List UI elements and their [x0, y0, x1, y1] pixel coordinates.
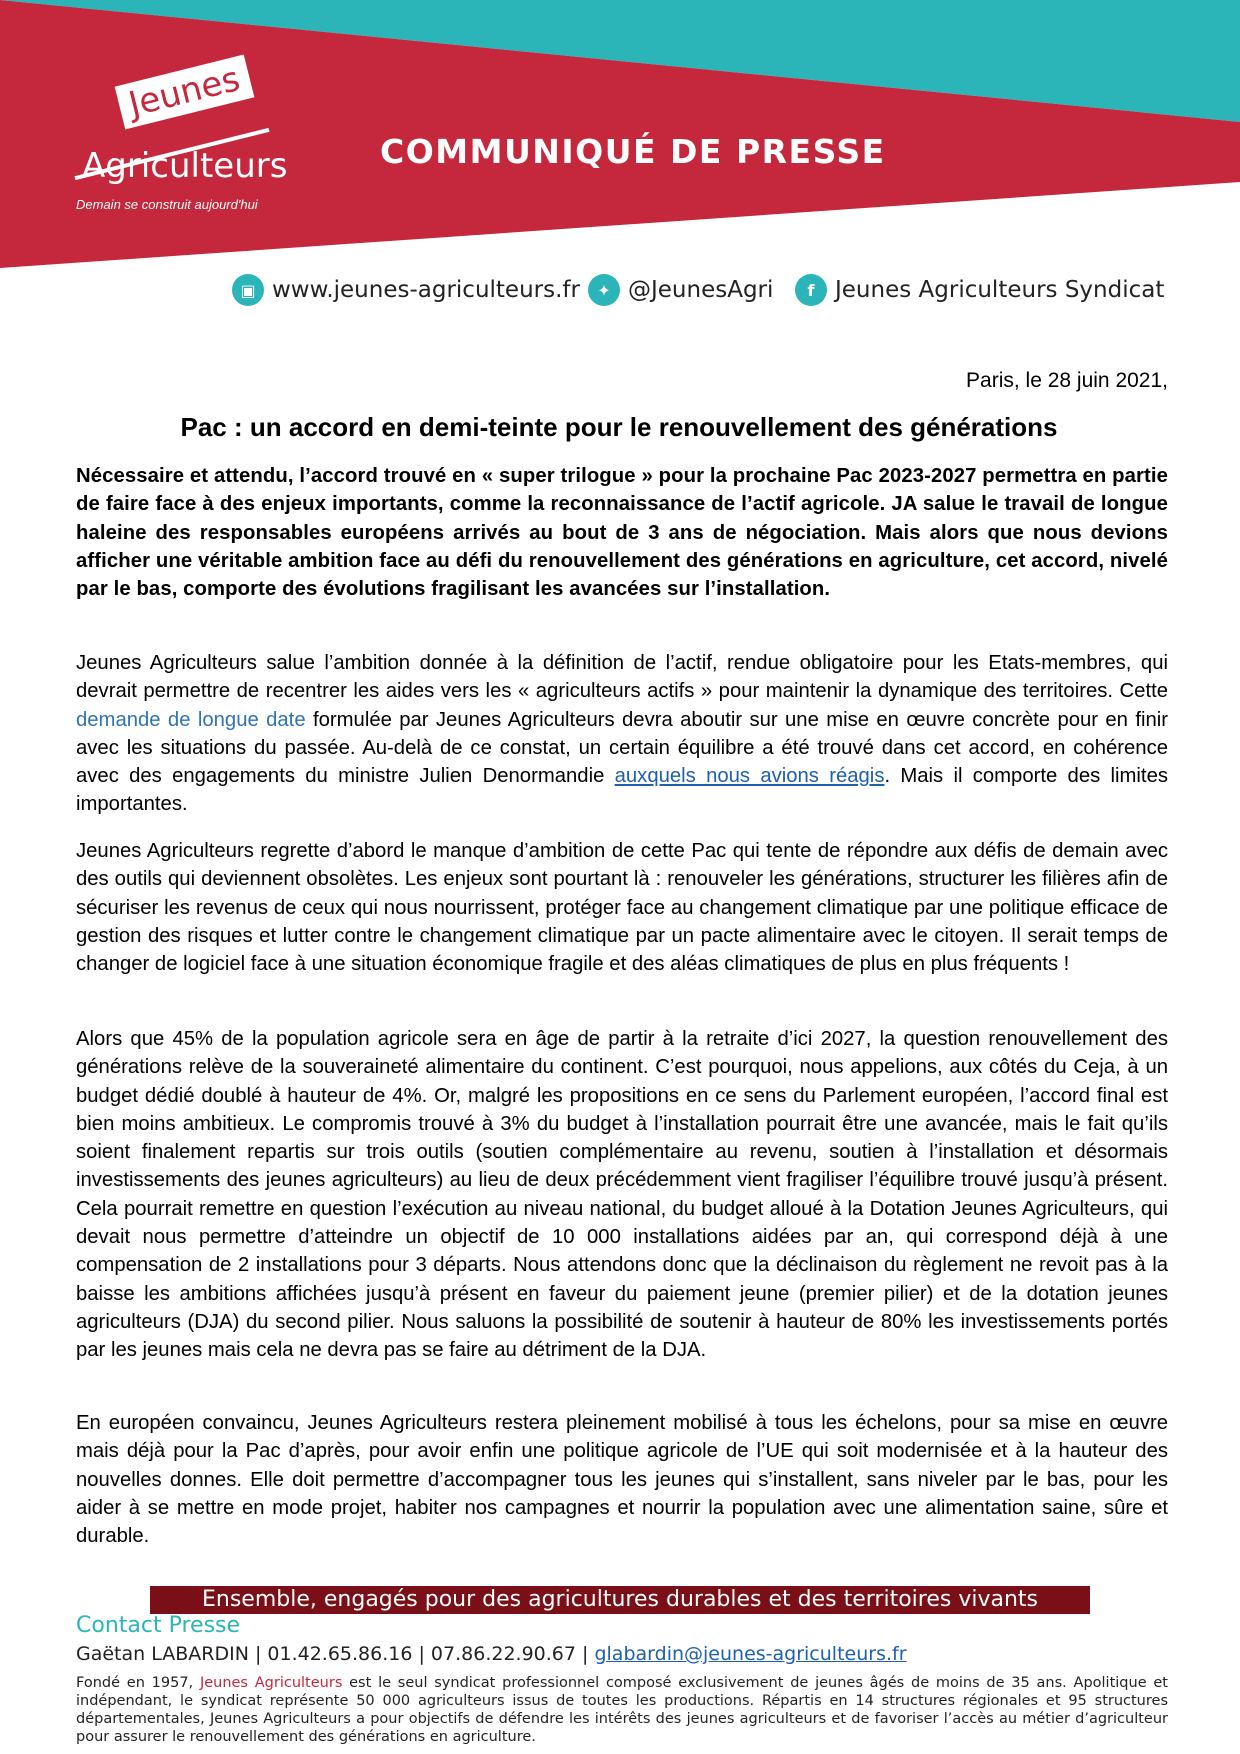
paragraph-1-text-b: formulée par Jeunes Agriculteurs devra aboutir sur une mise en œuvre concrète pour en finir avec les situations du passée. Au-delà de ce constat, un certain équilibre a été trouvé dans cet accord, en cohérence avec des engagements du ministre Julien Denormandie [76, 708, 1168, 788]
facebook-page: Jeunes Agriculteurs Syndicat [835, 277, 1165, 303]
jeunes-agriculteurs-logo[interactable] [70, 50, 290, 240]
logo-word-jeunes: Jeunes [115, 55, 254, 130]
contact-details: Gaëtan LABARDIN | 01.42.65.86.16 | 07.86.22.90.67 | [76, 1643, 595, 1665]
link-demande-longue-date[interactable]: demande de longue date [76, 708, 306, 731]
paragraph-1-text-c: . Mais il comporte des limites importantes. [76, 765, 1168, 816]
logo-tagline: Demain se construit aujourd'hui [76, 197, 258, 212]
document-date: Paris, le 28 juin 2021, [966, 369, 1168, 392]
press-release-title: COMMUNIQUÉ DE PRESSE [380, 132, 886, 171]
document-title: Pac : un accord en demi-teinte pour le renouvellement des générations [180, 412, 1058, 442]
slogan-banner: Ensemble, engagés pour des agricultures durables et des territoires vivants [150, 1586, 1090, 1614]
logo-word-agriculteurs: Agriculteurs [82, 146, 288, 186]
about-text-a: Fondé en 1957, [76, 1675, 200, 1691]
paragraph-3: Alors que 45% de la population agricole sera en âge de partir à la retraite d’ici 2027, la question renouvellement des générations relève de la souveraineté alimentaire du continent. C’est pourquoi, nous appelions, aux côtés du Ceja, à un budget dédié doublé à hauteur de 4%. Or, malgré les propositions en ce sens du Parlement européen, l’accord final est bien moins ambitieux. Le compromis trouvé à 3% du budget à l’installation pourrait être une avancée, mais le fait qu’ils soient finalement repartis sur trois outils (soutien complémentaire au revenu, soutien à l’installation et désormais investissements des jeunes agriculteurs) au lieu de deux précédemment vient fragiliser l’équilibre trouvé jusqu’à présent. Cela pourrait remettre en question l’exécution au niveau national, du budget alloué à la Dotation Jeunes Agriculteurs, qui devait nous permettre d’atteindre un objectif de 10 000 installations aidées par an, qui correspond déjà à une compensation de 2 installations pour 3 départs. Nous attendons donc que la déclinaison du règlement ne revoit pas à la baisse les ambitions affichées jusqu’à présent en faveur du paiement jeune (premier pilier) et de la dotation jeunes agriculteurs (DJA) du second pilier. Nous saluons la possibilité de soutenir à hauteur de 80% les investissements portés par les jeunes mais cela ne devra pas se faire au détriment de la DJA. [76, 1028, 1168, 1362]
lead-paragraph: Nécessaire et attendu, l’accord trouvé en « super trilogue » pour la prochaine Pac 2023-2027 permettra en partie de faire face à des enjeux importants, comme la reconnaissance de l’actif agricole. JA salue le travail de longue haleine des responsables européens arrivés au bout de 3 ans de négociation. Mais alors que nous devions afficher une véritable ambition face au défi du renouvellement des générations en agriculture, cet accord, nivelé par le bas, comporte des évolutions fragilisant les avancées sur l’installation. [76, 465, 1168, 601]
paragraph-2: Jeunes Agriculteurs regrette d’abord le manque d’ambition de cette Pac qui tente de répondre aux défis de demain avec des outils qui deviennent obsolètes. Les enjeux sont pourtant là : renouveler les générations, structurer les filières afin de sécuriser les revenus de ceux qui nous nourrissent, protéger face au changement climatique par une politique efficace de gestion des risques et lutter contre le changement climatique par un pacte alimentaire avec le citoyen. Il serait temps de changer de logiciel face à une situation économique fragile et des aléas climatiques de plus en plus fréquents ! [76, 840, 1168, 976]
link-avions-reagis[interactable]: auxquels nous avions réagis [614, 765, 885, 788]
twitter-link[interactable] [588, 272, 773, 308]
about-brand: Jeunes Agriculteurs [199, 1675, 343, 1691]
contact-line [76, 1643, 907, 1665]
twitter-icon: ✦ [588, 274, 620, 306]
website-link[interactable] [232, 272, 580, 308]
web-icon: ▣ [232, 274, 264, 306]
website-text: www.jeunes-agriculteurs.fr [272, 277, 580, 303]
facebook-link[interactable] [795, 272, 1164, 308]
paragraph-1 [76, 649, 1168, 819]
paragraph-1-text-a: Jeunes Agriculteurs salue l’ambition donnée à la définition de l’actif, rendue obligatoire pour les Etats-membres, qui devrait permettre de recentrer les aides vers les « agriculteurs actifs » pour maintenir la dynamique des territoires. Cette [76, 652, 1168, 703]
facebook-icon: f [795, 274, 827, 306]
about-text-b: est le seul syndicat professionnel composé exclusivement de jeunes âgés de moins de 35 ans. Apolitique et indépendant, le syndicat représente 50 000 agriculteurs issus de toutes les productions. Répartis en 14 structures régionales et 95 structures départementales, Jeunes Agriculteurs a pour objectifs de défendre les intérêts des jeunes agriculteurs et de favoriser l’accès au métier d’agriculteur pour assurer le renouvellement des générations en agriculture. [76, 1675, 1168, 1745]
contact-email-link[interactable]: glabardin@jeunes-agriculteurs.fr [594, 1643, 907, 1665]
paragraph-4: En européen convaincu, Jeunes Agriculteurs restera pleinement mobilisé à tous les échelons, pour sa mise en œuvre mais déjà pour la Pac d’après, pour avoir enfin une politique agricole de l’UE qui soit modernisée et à la hauteur des nouvelles donnes. Elle doit permettre d’accompagner tous les jeunes qui s’installent, sans niveler par le bas, pour les aider à se mettre en mode projet, habiter nos campagnes et nourrir la population avec une alimentation saine, sûre et durable. [76, 1412, 1168, 1548]
contact-title: Contact Presse [76, 1613, 241, 1638]
about-text [76, 1674, 1168, 1746]
twitter-handle: @JeunesAgri [628, 277, 774, 303]
